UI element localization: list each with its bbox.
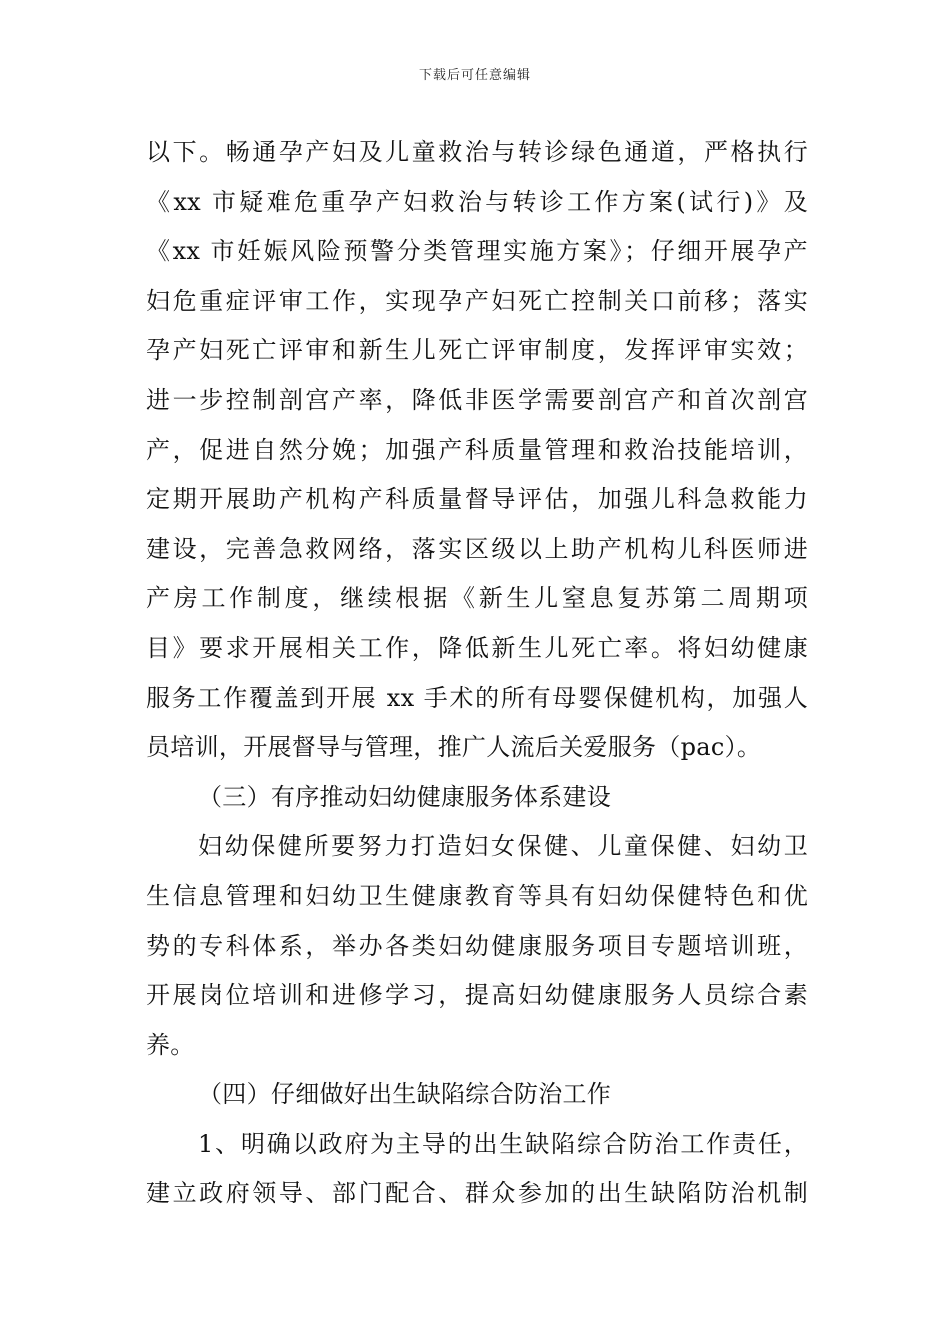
text-line: 产，促进自然分娩；加强产科质量管理和救治技能培训， [146,435,808,464]
text-line: 建立政府领导、部门配合、群众参加的出生缺陷防治机制 [146,1179,808,1208]
text-line: 建设，完善急救网络，落实区级以上助产机构儿科医师进 [146,534,808,563]
section-heading: （三）有序推动妇幼健康服务体系建设 [198,782,612,811]
text-line: 养。 [146,1030,195,1059]
text-line: 妇危重症评审工作，实现孕产妇死亡控制关口前移；落实 [146,286,808,315]
document-body [146,128,808,1219]
text-line: 进一步控制剖宫产率，降低非医学需要剖宫产和首次剖宫 [146,385,808,414]
page-header: 下载后可任意编辑 [418,68,531,83]
text-line: 《xx 市妊娠风险预警分类管理实施方案》；仔细开展孕产 [146,237,808,266]
paragraph-first-line: 妇幼保健所要努力打造妇女保健、儿童保健、妇幼卫 [198,832,808,861]
text-line: 服务工作覆盖到开展 xx 手术的所有母婴保健机构，加强人 [146,683,808,712]
text-line: 以下。畅通孕产妇及儿童救治与转诊绿色通道，严格执行 [146,138,808,166]
text-line: 员培训，开展督导与管理，推广人流后关爱服务（pac）。 [146,733,762,762]
paragraph-first-line: 1、明确以政府为主导的出生缺陷综合防治工作责任， [198,1129,808,1158]
text-line: 孕产妇死亡评审和新生儿死亡评审制度，发挥评审实效； [146,336,808,365]
text-line: 生信息管理和妇幼卫生健康教育等具有妇幼保健特色和优 [146,881,808,910]
text-line: 势的专科体系，举办各类妇幼健康服务项目专题培训班， [146,931,808,960]
text-line: 《xx 市疑难危重孕产妇救治与转诊工作方案(试行)》及 [146,187,808,216]
text-line: 目》要求开展相关工作，降低新生儿死亡率。将妇幼健康 [146,633,808,662]
section-heading: （四）仔细做好出生缺陷综合防治工作 [198,1080,612,1109]
text-line: 产房工作制度，继续根据《新生儿窒息复苏第二周期项 [146,584,808,613]
text-line: 开展岗位培训和进修学习，提高妇幼健康服务人员综合素 [146,981,808,1010]
text-line: 定期开展助产机构产科质量督导评估，加强儿科急救能力 [146,485,808,514]
